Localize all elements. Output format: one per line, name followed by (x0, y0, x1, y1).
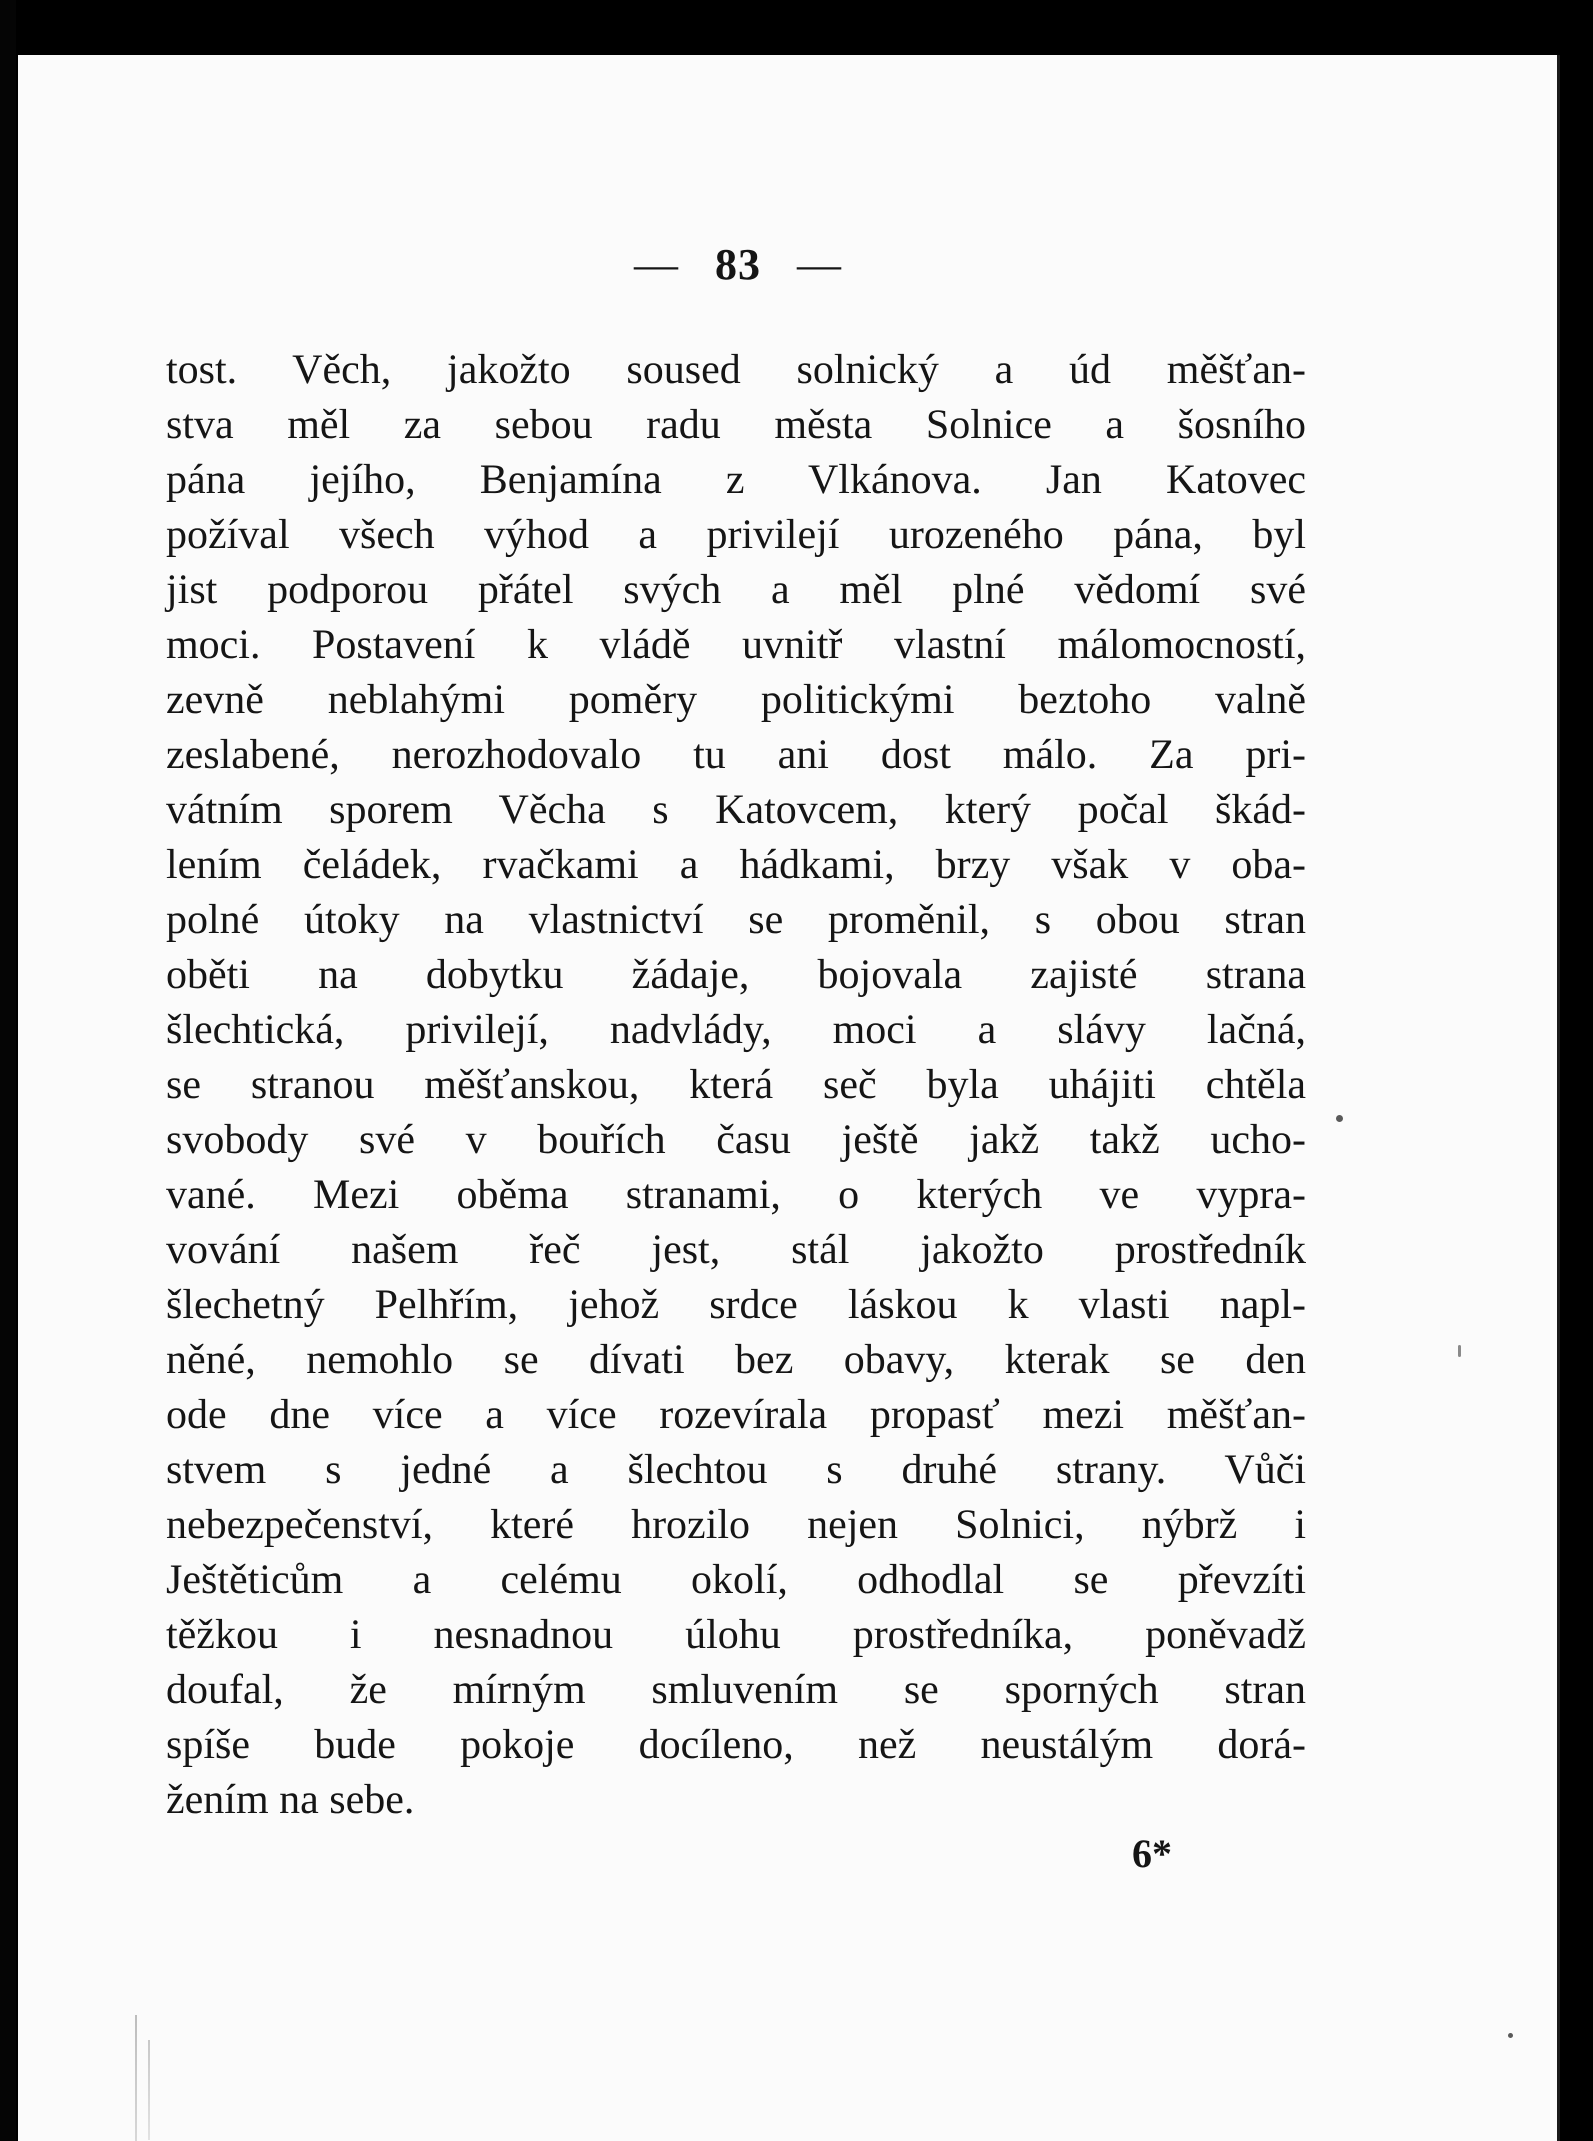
text-line: vané. Mezi oběma stranami, o kterých ve vypra- (166, 1172, 1306, 1218)
text-line: pána jejího, Benjamína z Vlkánova. Jan Katovec (166, 457, 1306, 503)
text-line: vátním sporem Věcha s Katovcem, který počal škád- (166, 787, 1306, 833)
page-number-header (588, 237, 888, 293)
scan-border (0, 0, 16, 2141)
text-line-last: žením na sebe. (166, 1777, 415, 1823)
text-line: oběti na dobytku žádaje, bojovala zajisté strana (166, 952, 1306, 998)
binding-streak (135, 2015, 137, 2141)
paper-speck (1336, 1115, 1343, 1122)
text-line: vování našem řeč jest, stál jakožto prostředník (166, 1227, 1306, 1273)
page-number-left-dash: — (634, 240, 679, 289)
text-line: lením čeládek, rvačkami a hádkami, brzy však v oba- (166, 842, 1306, 888)
page-number-right-dash: — (797, 240, 842, 289)
text-line: požíval všech výhod a privilejí urozeného pána, byl (166, 512, 1306, 558)
text-line: svobody své v bouřích času ještě jakž takž ucho- (166, 1117, 1306, 1163)
text-line: jist podporou přátel svých a měl plné vědomí své (166, 567, 1306, 613)
text-line: těžkou i nesnadnou úlohu prostředníka, poněvadž (166, 1612, 1306, 1658)
signature-mark: 6* (1132, 1831, 1172, 1876)
text-line: ode dne více a více rozevírala propasť mezi měšťan- (166, 1392, 1306, 1438)
text-line: nebezpečenství, které hrozilo nejen Solnici, nýbrž i (166, 1502, 1306, 1548)
binding-streak (148, 2040, 150, 2140)
text-line: tost. Věch, jakožto soused solnický a úd měšťan- (166, 347, 1306, 393)
text-line: Ještěticům a celému okolí, odhodlal se převzíti (166, 1557, 1306, 1603)
text-line: šlechtická, privilejí, nadvlády, moci a slávy lačná, (166, 1007, 1306, 1053)
text-line: stvem s jedné a šlechtou s druhé strany. Vůči (166, 1447, 1306, 1493)
paper-speck (1458, 1345, 1461, 1357)
body-text (166, 343, 1306, 1828)
page-edge-shadow (1557, 55, 1560, 2141)
text-line: zeslabené, nerozhodovalo tu ani dost málo. Za pri- (166, 732, 1306, 778)
text-line: polné útoky na vlastnictví se proměnil, s obou stran (166, 897, 1306, 943)
text-line: se stranou měšťanskou, která seč byla uhájiti chtěla (166, 1062, 1306, 1108)
paper-speck (1508, 2033, 1513, 2038)
book-page (18, 55, 1560, 2141)
text-line: něné, nemohlo se dívati bez obavy, kterak se den (166, 1337, 1306, 1383)
text-line: stva měl za sebou radu města Solnice a šosního (166, 402, 1306, 448)
text-line: spíše bude pokoje docíleno, než neustálým dorá- (166, 1722, 1306, 1768)
text-line: zevně neblahými poměry politickými beztoho valně (166, 677, 1306, 723)
text-line: doufal, že mírným smluvením se sporných stran (166, 1667, 1306, 1713)
text-line: moci. Postavení k vládě uvnitř vlastní málomocností, (166, 622, 1306, 668)
text-line: šlechetný Pelhřím, jehož srdce láskou k vlasti napl- (166, 1282, 1306, 1328)
page-number: 83 (715, 240, 761, 289)
